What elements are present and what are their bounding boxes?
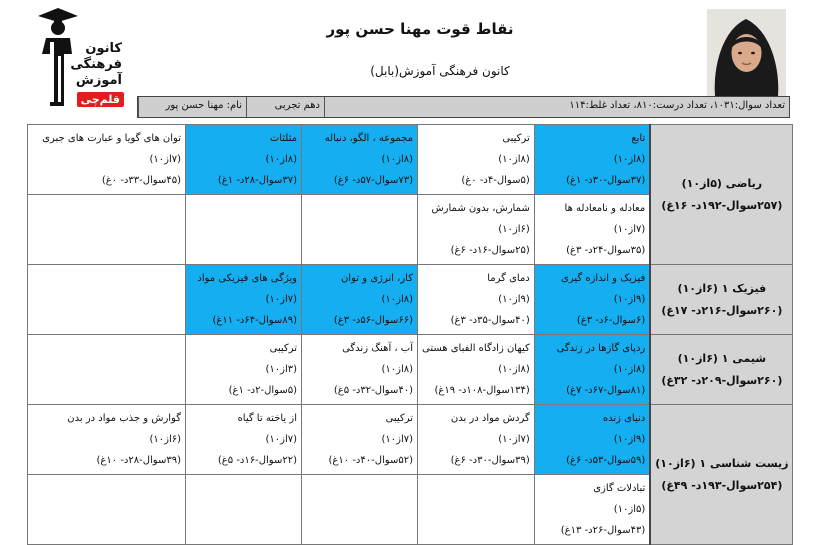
info-divider [324,97,325,117]
topic-score: (۹از۱۰) [498,294,530,305]
topic-cell [534,265,650,335]
topic-score: (۸از۱۰) [381,294,413,305]
topic-cell [302,195,418,265]
topic-topic: گردش مواد در بدن [450,413,530,424]
topic-cell [186,405,302,475]
topic-cell [534,195,650,265]
topic-cell [418,125,535,195]
topic-detail: (۷۳سوال-۵۷د- ۶غ) [333,175,413,186]
logo-line-3: آموزش [75,73,122,88]
table-row [28,335,793,405]
topic-cell [28,475,186,545]
topic-detail: (۳۵سوال-۲۴د- ۳غ) [566,245,646,256]
topic-detail: (۸۱سوال-۶۷د- ۷غ) [566,385,646,396]
topic-score: (۸از۱۰) [498,154,530,165]
kanoon-logo [34,6,126,114]
topic-topic: از یاخته تا گیاه [237,413,297,424]
topic-topic: ویژگی های فیزیکی مواد [197,273,297,284]
topic-topic: معادله و نامعادله ها [564,203,646,214]
topic-detail: (۵سوال-۴د- ۰غ) [461,175,530,186]
topic-cell [302,335,418,405]
topic-score: (۷از۱۰) [381,434,413,445]
table-row [28,405,793,475]
logo-line-2: فرهنگی [70,57,122,72]
topic-cell [534,125,650,195]
logo-badge: قلم‌چی [77,92,124,107]
topic-score: (۷از۱۰) [149,154,181,165]
subject-summary: (۲۵۷سوال-۱۹۲د- ۱۶غ) [661,198,783,212]
topic-cell [28,265,186,335]
subject-header [650,335,793,405]
subject-header [650,125,793,265]
topic-cell [186,265,302,335]
topic-topic: آب ، آهنگ زندگی [342,343,413,354]
topic-topic: تابع [631,133,646,144]
table-row [28,125,793,195]
topic-detail: (۴۳سوال-۲۶د- ۱۳غ) [560,525,646,536]
topic-detail: (۵۲سوال-۴۰د- ۱۰غ) [328,455,413,466]
topic-cell [186,335,302,405]
topic-cell [418,475,535,545]
topic-detail: (۳۷سوال-۳۰د- ۱غ) [566,175,646,186]
topic-detail: (۵۹سوال-۵۳د- ۶غ) [566,455,646,466]
topic-score: (۸از۱۰) [498,364,530,375]
topic-topic: گوارش و جذب مواد در بدن [67,413,181,424]
topic-cell [302,265,418,335]
subject-header [650,405,793,545]
student-portrait-icon [707,9,786,96]
student-info-bar [137,96,790,118]
topic-score: (۷از۱۰) [613,224,646,235]
subject-summary: (۲۶۰سوال-۲۱۶د- ۱۷غ) [661,303,783,317]
topic-score: (۸از۱۰) [613,154,646,165]
topic-detail: (۳۷سوال-۲۸د- ۱غ) [217,175,297,186]
topic-score: (۹از۱۰) [613,434,646,445]
topic-cell [418,405,535,475]
topic-topic: دمای گرما [487,273,530,284]
topic-score: (۸از۱۰) [265,154,297,165]
topic-topic: کیهان زادگاه الفبای هستی [422,343,530,354]
topic-detail: (۸۹سوال-۶۴د- ۱۱غ) [212,315,297,326]
topic-detail: (۵سوال-۲د- ۱غ) [228,385,297,396]
topic-topic: ترکیبی [269,343,297,354]
topic-detail: (۳۹سوال-۳۰د- ۶غ) [450,455,530,466]
topic-detail: (۲۲سوال-۱۶د- ۵غ) [217,455,297,466]
topic-score: (۸از۱۰) [381,154,413,165]
topic-score: (۹از۱۰) [613,294,646,305]
topic-detail: (۱۳۴سوال-۱۰۸د- ۱۹غ) [434,385,530,396]
topic-topic: ترکیبی [502,133,530,144]
topic-cell [302,125,418,195]
student-photo [707,9,786,96]
topic-cell [418,195,535,265]
topic-topic: ردپای گازها در زندگی [556,343,646,354]
student-stats: تعداد سوال:۱۰۳۱، تعداد درست:۸۱۰، تعداد غلط:۱۱۴ [569,100,785,111]
subject-name: زیست شناسی ۱ (۶از۱۰) [655,456,789,470]
topic-score: (۵از۱۰) [613,504,646,515]
subject-header [650,265,793,335]
topic-detail: (۲۵سوال-۱۶د- ۶غ) [450,245,530,256]
topic-cell [186,195,302,265]
topic-topic: کار، انرژی و توان [340,273,413,284]
topic-cell [186,125,302,195]
student-major: دهم تجربی [246,97,324,117]
topic-score: (۷از۱۰) [265,294,297,305]
topic-score: (۳از۱۰) [265,364,297,375]
topic-topic: ترکیبی [385,413,413,424]
topic-topic: توان های گویا و عبارت های جبری [42,133,181,144]
topic-score: (۷از۱۰) [498,434,530,445]
logo-line-1: کانون [85,41,122,56]
page-title: نقاط قوت مهنا حسن پور [326,20,514,38]
strengths-table [27,124,793,545]
organization-name: کانون فرهنگی آموزش(بابل) [370,64,510,78]
topic-topic: دنیای زنده [602,413,646,424]
topic-cell [28,195,186,265]
topic-topic: فیزیک و اندازه گیری [561,273,646,284]
topic-detail: (۴۵سوال-۳۳د- ۰غ) [101,175,181,186]
subject-summary: (۲۶۰سوال-۲۰۹د- ۳۲غ) [661,373,783,387]
topic-score: (۷از۱۰) [265,434,297,445]
topic-cell [302,475,418,545]
topic-cell [418,335,535,405]
topic-detail: (۳۹سوال-۲۸د- ۱۰غ) [96,455,181,466]
topic-score: (۶از۱۰) [149,434,181,445]
subject-name: ریاضی (۵از۱۰) [681,176,763,190]
subject-name: شیمی ۱ (۶از۱۰) [677,351,767,365]
topic-detail: (۴۰سوال-۳۲د- ۵غ) [333,385,413,396]
topic-cell [534,335,650,405]
table-row [28,265,793,335]
topic-score: (۸از۱۰) [381,364,413,375]
subject-name: فیزیک ۱ (۶از۱۰) [677,281,767,295]
topic-topic: مثلثات [269,133,297,144]
topic-detail: (۴۰سوال-۳۵د- ۳غ) [450,315,530,326]
topic-topic: مجموعه ، الگو، دنباله [324,133,413,144]
student-name: نام: مهنا حسن پور [138,97,246,117]
topic-topic: تبادلات گازی [593,483,646,494]
topic-topic: شمارش، بدون شمارش [431,203,530,214]
topic-cell [28,125,186,195]
topic-cell [534,405,650,475]
subject-summary: (۲۵۴سوال-۱۹۳د- ۴۹غ) [661,478,783,492]
topic-cell [418,265,535,335]
topic-cell [28,405,186,475]
topic-score: (۶از۱۰) [498,224,530,235]
topic-cell [534,475,650,545]
topic-score: (۸از۱۰) [613,364,646,375]
topic-cell [28,335,186,405]
topic-cell [302,405,418,475]
topic-detail: (۶سوال-۶د- ۳غ) [576,315,646,326]
topic-detail: (۶۶سوال-۵۶د- ۳غ) [333,315,413,326]
topic-cell [186,475,302,545]
